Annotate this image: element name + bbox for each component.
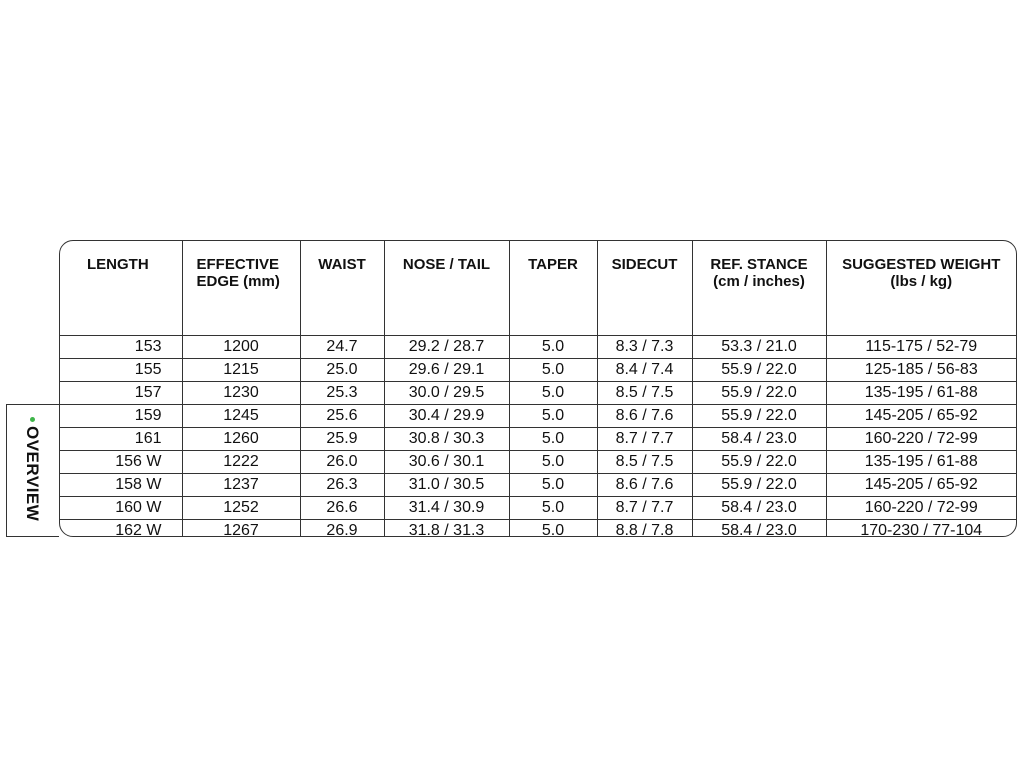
cell-nose-tail: 29.6 / 29.1 [384,358,509,381]
cell-taper: 5.0 [509,473,597,496]
overview-side-tab[interactable] [6,404,59,537]
cell-sidecut: 8.7 / 7.7 [597,427,692,450]
cell-length: 160 W [60,496,182,519]
cell-effective-edge: 1200 [182,335,300,358]
cell-waist: 26.6 [300,496,384,519]
cell-waist: 25.3 [300,381,384,404]
cell-effective-edge: 1237 [182,473,300,496]
cell-effective-edge: 1252 [182,496,300,519]
cell-nose-tail: 31.4 / 30.9 [384,496,509,519]
header-nose-tail [384,241,509,335]
cell-effective-edge: 1267 [182,519,300,537]
header-suggested-weight [826,241,1016,335]
table-row [60,450,1016,473]
table-row [60,381,1016,404]
header-length [60,241,182,335]
cell-ref-stance: 55.9 / 22.0 [692,473,826,496]
header-taper [509,241,597,335]
header-ref-stance-line2: (cm / inches) [713,273,805,290]
cell-suggested-weight: 145-205 / 65-92 [826,473,1016,496]
cell-suggested-weight: 160-220 / 72-99 [826,496,1016,519]
header-sidecut [597,241,692,335]
header-suggested-weight-line2: (lbs / kg) [890,273,953,290]
cell-nose-tail: 30.8 / 30.3 [384,427,509,450]
cell-nose-tail: 30.4 / 29.9 [384,404,509,427]
cell-waist: 26.9 [300,519,384,537]
cell-sidecut: 8.4 / 7.4 [597,358,692,381]
cell-waist: 26.3 [300,473,384,496]
cell-length: 155 [60,358,182,381]
table-row [60,427,1016,450]
cell-suggested-weight: 125-185 / 56-83 [826,358,1016,381]
table-row [60,519,1016,537]
cell-effective-edge: 1245 [182,404,300,427]
spec-table-body [60,335,1016,537]
cell-ref-stance: 53.3 / 21.0 [692,335,826,358]
cell-taper: 5.0 [509,404,597,427]
spec-table-card [59,240,1017,537]
cell-nose-tail: 30.0 / 29.5 [384,381,509,404]
cell-taper: 5.0 [509,427,597,450]
cell-effective-edge: 1230 [182,381,300,404]
spec-table [60,241,1016,537]
cell-sidecut: 8.5 / 7.5 [597,450,692,473]
cell-taper: 5.0 [509,450,597,473]
header-suggested-weight-line1: SUGGESTED WEIGHT [842,256,1001,273]
cell-waist: 25.6 [300,404,384,427]
header-waist [300,241,384,335]
cell-sidecut: 8.6 / 7.6 [597,404,692,427]
header-ref-stance [692,241,826,335]
cell-taper: 5.0 [509,381,597,404]
header-effective-edge-line2: EDGE (mm) [196,273,280,290]
green-dot-icon [30,417,35,422]
header-ref-stance-line1: REF. STANCE [710,256,808,273]
header-row [60,241,1016,335]
table-row [60,358,1016,381]
cell-waist: 24.7 [300,335,384,358]
cell-ref-stance: 58.4 / 23.0 [692,496,826,519]
table-row [60,335,1016,358]
cell-length: 156 W [60,450,182,473]
cell-waist: 26.0 [300,450,384,473]
header-taper-line1: TAPER [528,256,578,273]
cell-sidecut: 8.7 / 7.7 [597,496,692,519]
cell-ref-stance: 58.4 / 23.0 [692,427,826,450]
cell-length: 153 [60,335,182,358]
cell-length: 161 [60,427,182,450]
cell-waist: 25.0 [300,358,384,381]
cell-nose-tail: 31.8 / 31.3 [384,519,509,537]
cell-suggested-weight: 135-195 / 61-88 [826,450,1016,473]
cell-ref-stance: 55.9 / 22.0 [692,381,826,404]
cell-ref-stance: 55.9 / 22.0 [692,404,826,427]
cell-ref-stance: 55.9 / 22.0 [692,450,826,473]
cell-suggested-weight: 160-220 / 72-99 [826,427,1016,450]
cell-suggested-weight: 135-195 / 61-88 [826,381,1016,404]
cell-sidecut: 8.8 / 7.8 [597,519,692,537]
overview-tab-label: OVERVIEW [23,426,42,522]
header-nose-tail-line1: NOSE / TAIL [402,256,491,273]
cell-nose-tail: 31.0 / 30.5 [384,473,509,496]
header-effective-edge [182,241,300,335]
cell-taper: 5.0 [509,335,597,358]
cell-length: 157 [60,381,182,404]
cell-nose-tail: 29.2 / 28.7 [384,335,509,358]
cell-sidecut: 8.6 / 7.6 [597,473,692,496]
cell-effective-edge: 1215 [182,358,300,381]
cell-suggested-weight: 145-205 / 65-92 [826,404,1016,427]
table-row [60,473,1016,496]
cell-nose-tail: 30.6 / 30.1 [384,450,509,473]
table-row [60,496,1016,519]
cell-waist: 25.9 [300,427,384,450]
cell-ref-stance: 55.9 / 22.0 [692,358,826,381]
cell-taper: 5.0 [509,358,597,381]
overview-tab-label-group [22,417,42,521]
header-length-line1: LENGTH [87,256,149,273]
cell-length: 158 W [60,473,182,496]
cell-effective-edge: 1222 [182,450,300,473]
cell-suggested-weight: 170-230 / 77-104 [860,521,983,537]
cell-taper: 5.0 [509,519,597,537]
header-waist-line1: WAIST [318,256,366,273]
cell-length: 159 [60,404,182,427]
cell-taper: 5.0 [509,496,597,519]
cell-sidecut: 8.3 / 7.3 [597,335,692,358]
table-row [60,404,1016,427]
cell-length: 162 W [60,519,182,537]
cell-suggested-weight: 115-175 / 52-79 [826,335,1016,358]
header-effective-edge-line1: EFFECTIVE [196,256,280,273]
header-sidecut-line1: SIDECUT [611,256,678,273]
cell-effective-edge: 1260 [182,427,300,450]
cell-sidecut: 8.5 / 7.5 [597,381,692,404]
cell-ref-stance: 58.4 / 23.0 [692,519,826,537]
